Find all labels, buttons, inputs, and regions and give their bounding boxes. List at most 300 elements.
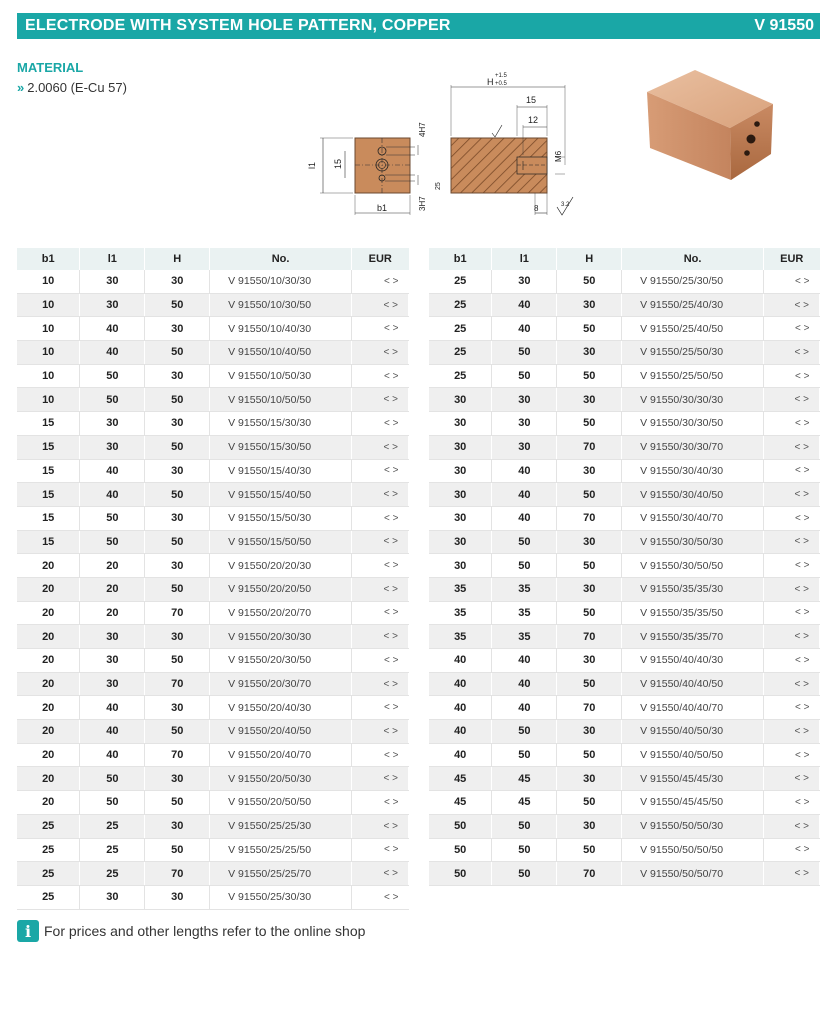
cell-b1: 25	[17, 885, 80, 909]
table-row	[17, 483, 409, 507]
cell-article-no: V 91550/35/35/70	[622, 625, 764, 649]
cell-l1: 50	[80, 388, 145, 412]
cell-l1: 35	[492, 625, 557, 649]
material-value: 2.0060 (E-Cu 57)	[27, 80, 127, 95]
cell-b1: 45	[429, 767, 492, 791]
cell-h: 50	[145, 838, 210, 862]
cell-article-no: V 91550/50/50/70	[622, 862, 764, 886]
cell-article-no: V 91550/25/40/50	[622, 317, 764, 341]
cell-l1: 30	[80, 293, 145, 317]
cell-eur[interactable]: < >	[352, 364, 409, 388]
cell-article-no: V 91550/25/50/50	[622, 364, 764, 388]
cell-b1: 50	[429, 862, 492, 886]
cell-eur[interactable]: < >	[352, 388, 409, 412]
cell-h: 70	[145, 862, 210, 886]
cell-eur[interactable]: < >	[764, 625, 820, 649]
cell-eur[interactable]: < >	[764, 317, 820, 341]
cell-l1: 50	[80, 364, 145, 388]
cell-b1: 20	[17, 625, 80, 649]
cell-b1: 40	[429, 696, 492, 720]
cell-h: 30	[145, 814, 210, 838]
cell-eur[interactable]: < >	[764, 435, 820, 459]
cell-b1: 30	[429, 530, 492, 554]
info-note	[17, 920, 365, 942]
cell-b1: 10	[17, 293, 80, 317]
cell-eur[interactable]: < >	[352, 625, 409, 649]
title-bar	[17, 13, 820, 39]
cell-article-no: V 91550/20/30/30	[210, 625, 352, 649]
dim-12: 12	[528, 115, 539, 125]
cell-eur[interactable]: < >	[764, 743, 820, 767]
cell-h: 50	[557, 412, 622, 436]
cell-b1: 15	[17, 459, 80, 483]
cell-article-no: V 91550/15/40/30	[210, 459, 352, 483]
cell-b1: 30	[429, 554, 492, 578]
cell-b1: 20	[17, 649, 80, 673]
cell-eur[interactable]: < >	[352, 601, 409, 625]
cell-eur[interactable]: < >	[764, 270, 820, 293]
cell-l1: 30	[80, 412, 145, 436]
col-header-h: H	[145, 248, 210, 270]
cell-l1: 25	[80, 814, 145, 838]
dim-h-tol-upper: +1.5	[495, 73, 507, 79]
cell-l1: 35	[492, 577, 557, 601]
cell-eur[interactable]: < >	[352, 317, 409, 341]
col-header-l1: l1	[80, 248, 145, 270]
cell-h: 30	[145, 506, 210, 530]
cell-article-no: V 91550/20/20/30	[210, 554, 352, 578]
table-row	[429, 435, 820, 459]
cell-l1: 20	[80, 554, 145, 578]
cell-eur[interactable]: < >	[352, 885, 409, 909]
cell-eur[interactable]: < >	[352, 293, 409, 317]
cell-l1: 40	[80, 696, 145, 720]
cell-eur[interactable]: < >	[764, 672, 820, 696]
table-row	[429, 696, 820, 720]
cell-b1: 20	[17, 767, 80, 791]
cell-h: 50	[145, 530, 210, 554]
cell-b1: 30	[429, 506, 492, 530]
cell-l1: 30	[80, 672, 145, 696]
table-row	[17, 696, 409, 720]
cell-h: 70	[145, 601, 210, 625]
cell-h: 30	[557, 459, 622, 483]
cell-eur[interactable]: < >	[764, 388, 820, 412]
cell-b1: 20	[17, 743, 80, 767]
table-row	[17, 720, 409, 744]
cell-b1: 40	[429, 720, 492, 744]
table-row	[17, 577, 409, 601]
cell-l1: 40	[492, 672, 557, 696]
cell-eur[interactable]: < >	[764, 696, 820, 720]
table-row	[429, 625, 820, 649]
table-row	[17, 435, 409, 459]
col-header-l1: l1	[492, 248, 557, 270]
cell-eur[interactable]: < >	[352, 814, 409, 838]
col-header-no: No.	[210, 248, 352, 270]
cell-h: 50	[557, 838, 622, 862]
table-row	[17, 838, 409, 862]
cell-b1: 25	[17, 814, 80, 838]
roughness-value: 3.2	[561, 202, 570, 208]
table-row	[17, 364, 409, 388]
dim-15-side: 15	[333, 158, 343, 169]
cell-article-no: V 91550/15/40/50	[210, 483, 352, 507]
cell-h: 50	[557, 317, 622, 341]
cell-l1: 40	[80, 317, 145, 341]
table-row	[429, 364, 820, 388]
table-row	[429, 459, 820, 483]
cell-article-no: V 91550/10/50/50	[210, 388, 352, 412]
table-row	[17, 743, 409, 767]
cell-b1: 20	[17, 601, 80, 625]
cell-b1: 20	[17, 577, 80, 601]
cell-eur[interactable]: < >	[764, 601, 820, 625]
cell-eur[interactable]: < >	[352, 554, 409, 578]
table-row	[17, 791, 409, 815]
cell-l1: 50	[492, 530, 557, 554]
cell-eur[interactable]: < >	[764, 459, 820, 483]
cell-eur[interactable]: < >	[352, 459, 409, 483]
cell-eur[interactable]: < >	[764, 791, 820, 815]
cell-eur[interactable]: < >	[352, 412, 409, 436]
cell-b1: 25	[429, 317, 492, 341]
cell-b1: 20	[17, 791, 80, 815]
cell-b1: 15	[17, 412, 80, 436]
cell-h: 30	[557, 814, 622, 838]
cell-h: 30	[145, 554, 210, 578]
table-row	[17, 412, 409, 436]
cell-h: 70	[145, 672, 210, 696]
cell-l1: 40	[492, 317, 557, 341]
table-row	[17, 885, 409, 909]
cell-l1: 25	[80, 838, 145, 862]
cell-h: 70	[557, 696, 622, 720]
cell-article-no: V 91550/30/30/70	[622, 435, 764, 459]
cell-article-no: V 91550/50/50/50	[622, 838, 764, 862]
cell-b1: 25	[429, 364, 492, 388]
cell-l1: 50	[492, 720, 557, 744]
dim-h-tol-lower: +0.5	[495, 81, 507, 87]
cell-eur[interactable]: < >	[764, 364, 820, 388]
cell-h: 70	[557, 625, 622, 649]
cell-eur[interactable]: < >	[352, 791, 409, 815]
cell-eur[interactable]: < >	[764, 412, 820, 436]
cell-l1: 30	[492, 388, 557, 412]
dim-25: 25	[435, 182, 442, 190]
cell-eur[interactable]: < >	[764, 767, 820, 791]
cell-l1: 30	[492, 435, 557, 459]
cell-l1: 50	[492, 838, 557, 862]
cell-l1: 35	[492, 601, 557, 625]
cell-h: 50	[557, 672, 622, 696]
cell-h: 30	[557, 577, 622, 601]
photo-hole-lower	[744, 150, 750, 156]
table-row	[17, 341, 409, 365]
table-row	[17, 388, 409, 412]
cell-l1: 50	[492, 364, 557, 388]
cell-article-no: V 91550/30/30/50	[622, 412, 764, 436]
cell-h: 30	[557, 293, 622, 317]
cell-l1: 20	[80, 601, 145, 625]
cell-eur[interactable]: < >	[352, 506, 409, 530]
table-row	[17, 649, 409, 673]
cell-eur[interactable]: < >	[352, 341, 409, 365]
col-header-h: H	[557, 248, 622, 270]
table-row	[429, 672, 820, 696]
table-row	[429, 293, 820, 317]
table-row	[429, 530, 820, 554]
cell-l1: 50	[492, 554, 557, 578]
cell-h: 30	[557, 720, 622, 744]
table-row	[429, 720, 820, 744]
cell-l1: 40	[80, 720, 145, 744]
cell-l1: 40	[492, 506, 557, 530]
cell-eur[interactable]: < >	[764, 814, 820, 838]
cell-b1: 40	[429, 743, 492, 767]
cell-b1: 15	[17, 435, 80, 459]
cell-article-no: V 91550/35/35/30	[622, 577, 764, 601]
cell-eur[interactable]: < >	[764, 341, 820, 365]
cell-article-no: V 91550/10/30/30	[210, 270, 352, 293]
cell-h: 50	[145, 435, 210, 459]
spec-table-right	[429, 248, 820, 886]
col-header-eur: EUR	[352, 248, 409, 270]
cell-h: 50	[557, 270, 622, 293]
cell-h: 30	[145, 767, 210, 791]
cell-article-no: V 91550/45/45/30	[622, 767, 764, 791]
cell-b1: 20	[17, 554, 80, 578]
cell-b1: 45	[429, 791, 492, 815]
cell-b1: 10	[17, 270, 80, 293]
cell-eur[interactable]: < >	[352, 696, 409, 720]
cell-eur[interactable]: < >	[352, 577, 409, 601]
cell-l1: 30	[80, 270, 145, 293]
cell-article-no: V 91550/10/50/30	[210, 364, 352, 388]
table-row	[17, 767, 409, 791]
table-row	[429, 577, 820, 601]
cell-article-no: V 91550/20/50/30	[210, 767, 352, 791]
cell-l1: 25	[80, 862, 145, 886]
product-code: V 91550	[754, 17, 814, 34]
cell-l1: 45	[492, 791, 557, 815]
cell-article-no: V 91550/20/40/50	[210, 720, 352, 744]
cell-article-no: V 91550/10/30/50	[210, 293, 352, 317]
table-row	[429, 862, 820, 886]
table-row	[17, 625, 409, 649]
cell-l1: 50	[80, 791, 145, 815]
table-row	[17, 672, 409, 696]
cell-h: 30	[145, 885, 210, 909]
cell-article-no: V 91550/25/40/30	[622, 293, 764, 317]
cell-article-no: V 91550/25/25/70	[210, 862, 352, 886]
cell-b1: 10	[17, 388, 80, 412]
cell-l1: 50	[80, 506, 145, 530]
cell-l1: 40	[80, 743, 145, 767]
cell-article-no: V 91550/30/30/30	[622, 388, 764, 412]
cell-eur[interactable]: < >	[764, 862, 820, 886]
spec-table-left	[17, 248, 409, 910]
dim-b1: b1	[377, 203, 388, 213]
cell-h: 30	[557, 388, 622, 412]
cell-l1: 40	[492, 293, 557, 317]
cell-eur[interactable]: < >	[352, 530, 409, 554]
table-row	[429, 341, 820, 365]
cell-article-no: V 91550/30/40/50	[622, 483, 764, 507]
cell-article-no: V 91550/40/40/70	[622, 696, 764, 720]
cell-l1: 20	[80, 577, 145, 601]
table-row	[17, 317, 409, 341]
cell-eur[interactable]: < >	[352, 649, 409, 673]
cell-eur[interactable]: < >	[764, 293, 820, 317]
cell-h: 30	[557, 341, 622, 365]
cell-article-no: V 91550/35/35/50	[622, 601, 764, 625]
cell-article-no: V 91550/30/50/50	[622, 554, 764, 578]
table-row	[17, 270, 409, 293]
cell-article-no: V 91550/15/50/30	[210, 506, 352, 530]
table-row	[17, 554, 409, 578]
table-row	[429, 483, 820, 507]
cell-h: 70	[557, 862, 622, 886]
cell-l1: 40	[80, 483, 145, 507]
cell-b1: 25	[17, 838, 80, 862]
cell-l1: 50	[492, 862, 557, 886]
cell-h: 70	[557, 435, 622, 459]
cell-b1: 40	[429, 672, 492, 696]
cell-article-no: V 91550/25/25/30	[210, 814, 352, 838]
cell-h: 30	[145, 412, 210, 436]
cell-eur[interactable]: < >	[764, 530, 820, 554]
cell-article-no: V 91550/15/50/50	[210, 530, 352, 554]
cell-b1: 30	[429, 412, 492, 436]
cell-article-no: V 91550/45/45/50	[622, 791, 764, 815]
cell-b1: 20	[17, 672, 80, 696]
cell-h: 50	[145, 483, 210, 507]
cell-h: 30	[145, 317, 210, 341]
cell-eur[interactable]: < >	[352, 720, 409, 744]
cell-l1: 45	[492, 767, 557, 791]
cell-eur[interactable]: < >	[352, 483, 409, 507]
table-row	[17, 459, 409, 483]
cell-l1: 40	[492, 649, 557, 673]
cell-eur[interactable]: < >	[764, 577, 820, 601]
cell-l1: 50	[492, 743, 557, 767]
table-row	[429, 554, 820, 578]
cell-eur[interactable]: < >	[764, 838, 820, 862]
cell-eur[interactable]: < >	[352, 743, 409, 767]
cell-l1: 50	[492, 341, 557, 365]
cell-h: 50	[145, 577, 210, 601]
cell-h: 50	[145, 341, 210, 365]
material-heading: MATERIAL	[17, 60, 84, 75]
cell-eur[interactable]: < >	[352, 767, 409, 791]
table-row	[429, 838, 820, 862]
cell-b1: 25	[429, 293, 492, 317]
cell-l1: 50	[80, 530, 145, 554]
cell-b1: 35	[429, 625, 492, 649]
front-view-block	[355, 138, 410, 193]
cell-b1: 30	[429, 483, 492, 507]
cell-b1: 35	[429, 577, 492, 601]
cell-b1: 15	[17, 530, 80, 554]
cell-b1: 50	[429, 838, 492, 862]
cell-article-no: V 91550/10/40/50	[210, 341, 352, 365]
cell-article-no: V 91550/30/50/30	[622, 530, 764, 554]
table-header-row	[429, 248, 820, 270]
table-row	[429, 412, 820, 436]
cell-eur[interactable]: < >	[352, 435, 409, 459]
cell-h: 30	[557, 649, 622, 673]
cell-eur[interactable]: < >	[352, 862, 409, 886]
cell-l1: 40	[80, 459, 145, 483]
cell-article-no: V 91550/25/25/50	[210, 838, 352, 862]
cell-l1: 30	[80, 649, 145, 673]
cell-article-no: V 91550/30/40/30	[622, 459, 764, 483]
cell-h: 30	[145, 459, 210, 483]
cell-article-no: V 91550/10/40/30	[210, 317, 352, 341]
table-row	[17, 601, 409, 625]
cell-h: 50	[557, 364, 622, 388]
cell-eur[interactable]: < >	[352, 838, 409, 862]
table-row	[17, 506, 409, 530]
cell-l1: 30	[80, 435, 145, 459]
cell-eur[interactable]: < >	[352, 270, 409, 293]
cell-l1: 30	[492, 412, 557, 436]
cell-eur[interactable]: < >	[764, 483, 820, 507]
product-photo	[635, 62, 785, 187]
table-row	[429, 649, 820, 673]
cell-article-no: V 91550/20/20/70	[210, 601, 352, 625]
cell-b1: 10	[17, 364, 80, 388]
cell-eur[interactable]: < >	[764, 649, 820, 673]
cell-eur[interactable]: < >	[352, 672, 409, 696]
table-row	[17, 814, 409, 838]
cell-l1: 30	[80, 625, 145, 649]
table-row	[429, 388, 820, 412]
cell-article-no: V 91550/40/40/50	[622, 672, 764, 696]
cell-eur[interactable]: < >	[764, 720, 820, 744]
photo-hole-upper	[754, 121, 760, 127]
cell-h: 30	[145, 696, 210, 720]
cell-h: 50	[557, 554, 622, 578]
cell-eur[interactable]: < >	[764, 506, 820, 530]
table-row	[429, 814, 820, 838]
cell-b1: 10	[17, 341, 80, 365]
cell-h: 50	[145, 791, 210, 815]
cell-b1: 30	[429, 435, 492, 459]
technical-drawing	[305, 65, 595, 225]
cell-article-no: V 91550/20/50/50	[210, 791, 352, 815]
cell-h: 30	[145, 270, 210, 293]
chevron-right-double-icon: »	[17, 80, 25, 95]
dim-l1: l1	[307, 161, 317, 169]
dim-m6: M6	[554, 150, 563, 162]
table-header-row	[17, 248, 409, 270]
cell-b1: 10	[17, 317, 80, 341]
dim-8: 8	[534, 204, 539, 213]
cell-l1: 40	[492, 459, 557, 483]
dim-4h7: 4H7	[418, 122, 427, 137]
cell-article-no: V 91550/15/30/50	[210, 435, 352, 459]
photo-hole-center	[747, 135, 756, 144]
cell-h: 30	[145, 364, 210, 388]
cell-eur[interactable]: < >	[764, 554, 820, 578]
cell-h: 50	[145, 649, 210, 673]
cell-b1: 50	[429, 814, 492, 838]
cell-article-no: V 91550/20/30/50	[210, 649, 352, 673]
dim-3h7: 3H7	[418, 196, 427, 211]
cell-h: 70	[557, 506, 622, 530]
